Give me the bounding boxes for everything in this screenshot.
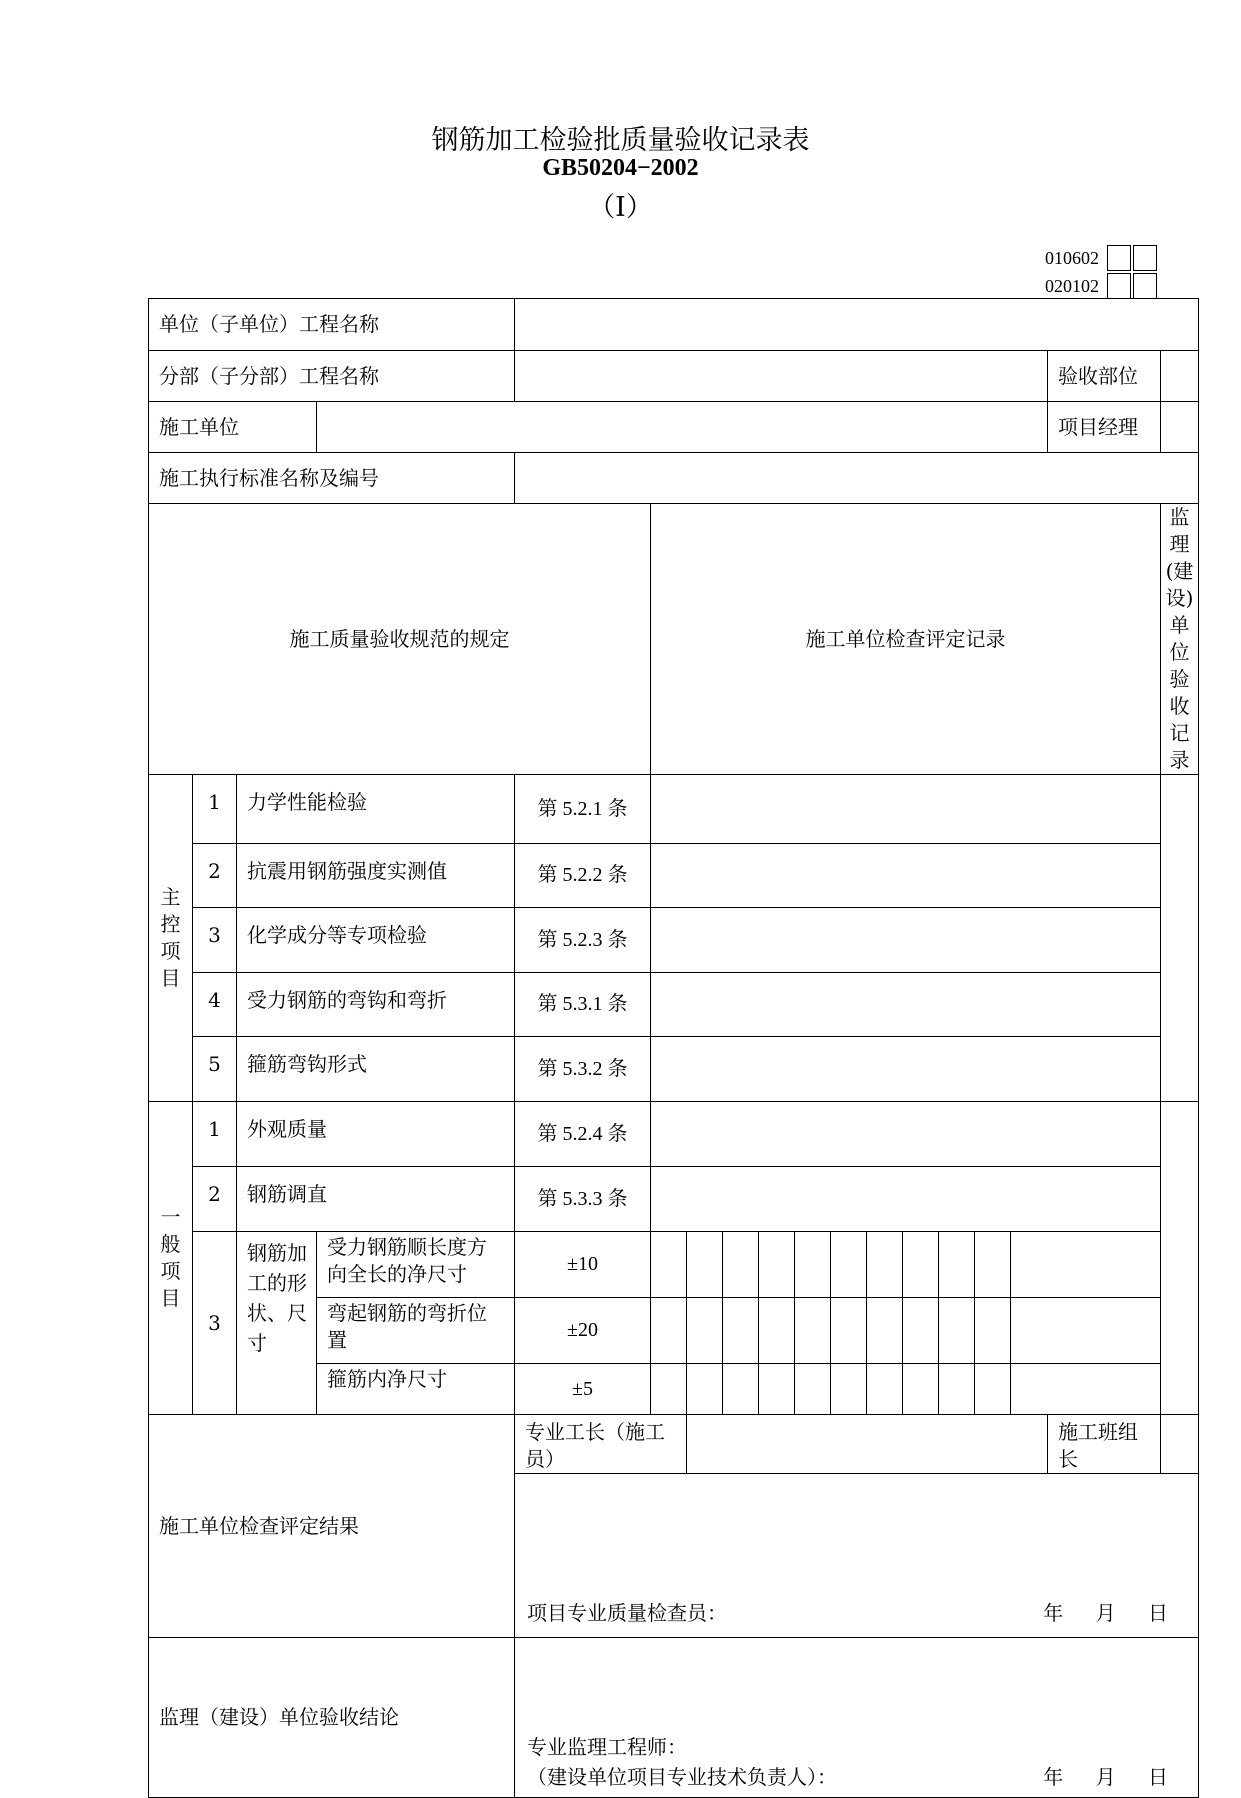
item-name: 化学成分等专项检验 <box>237 908 515 973</box>
measure-cell[interactable] <box>903 1232 939 1298</box>
measure-cell[interactable] <box>867 1232 903 1298</box>
measure-cell[interactable] <box>1011 1232 1161 1298</box>
item-record[interactable] <box>651 908 1161 973</box>
item-clause: 第 5.2.3 条 <box>515 908 651 973</box>
contractor-result-sign-area[interactable] <box>515 1474 1199 1638</box>
item-number: 1 <box>193 1102 237 1167</box>
project-manager-value[interactable] <box>1161 402 1199 453</box>
item-name: 力学性能检验 <box>237 775 515 844</box>
item-number: 2 <box>193 844 237 908</box>
item-clause: 第 5.3.1 条 <box>515 973 651 1037</box>
code-box[interactable] <box>1107 273 1131 299</box>
measure-cell[interactable] <box>651 1232 687 1298</box>
item-number: 4 <box>193 973 237 1037</box>
general-supervisor-record[interactable] <box>1161 1102 1199 1415</box>
measure-cell[interactable] <box>687 1298 723 1364</box>
code-box[interactable] <box>1107 245 1131 271</box>
measure-cell[interactable] <box>759 1298 795 1364</box>
team-leader-value[interactable] <box>1161 1415 1199 1474</box>
measure-cell[interactable] <box>975 1364 1011 1415</box>
project-manager-label: 项目经理 <box>1048 402 1161 453</box>
measure-cell[interactable] <box>939 1232 975 1298</box>
item-clause: 第 5.2.1 条 <box>515 775 651 844</box>
measure-cell[interactable] <box>831 1232 867 1298</box>
inspection-table <box>148 298 1199 1798</box>
item-record[interactable] <box>651 1102 1161 1167</box>
measure-cell[interactable] <box>939 1364 975 1415</box>
measure-cell[interactable] <box>795 1232 831 1298</box>
measure-cell[interactable] <box>903 1298 939 1364</box>
date-text: 年 月 日 <box>1043 1601 1168 1625</box>
main-supervisor-record[interactable] <box>1161 775 1199 1102</box>
form-title: 钢筋加工检验批质量验收记录表 <box>431 125 810 156</box>
item-record[interactable] <box>651 973 1161 1037</box>
date-text: 年 月 日 <box>1043 1765 1168 1789</box>
item-record[interactable] <box>651 1037 1161 1102</box>
item-record[interactable] <box>651 775 1161 844</box>
spec-header: 施工质量验收规范的规定 <box>149 504 651 775</box>
item-clause: 第 5.2.2 条 <box>515 844 651 908</box>
measure-cell[interactable] <box>795 1364 831 1415</box>
tolerance-item-name: 弯起钢筋的弯折位置 <box>317 1298 515 1364</box>
part-number: （Ⅰ） <box>588 192 653 223</box>
measure-cell[interactable] <box>723 1298 759 1364</box>
measure-cell[interactable] <box>1011 1364 1161 1415</box>
main-control-label: 主控项目 <box>149 775 193 1102</box>
qc-inspector-label: 项目专业质量检查员： <box>527 1601 727 1625</box>
measure-cell[interactable] <box>975 1298 1011 1364</box>
measure-cell[interactable] <box>795 1298 831 1364</box>
item-record[interactable] <box>651 1167 1161 1232</box>
tolerance-value: ±20 <box>515 1298 651 1364</box>
tolerance-value: ±5 <box>515 1364 651 1415</box>
measure-cell[interactable] <box>687 1364 723 1415</box>
item-record[interactable] <box>651 844 1161 908</box>
measure-cell[interactable] <box>867 1298 903 1364</box>
item-name: 外观质量 <box>237 1102 515 1167</box>
measure-cell[interactable] <box>939 1298 975 1364</box>
supervisor-record-header: 监理(建设)单位验收记录 <box>1161 504 1199 775</box>
acceptance-part-label: 验收部位 <box>1048 351 1161 402</box>
general-label: 一般项目 <box>149 1102 193 1415</box>
sub-project-value[interactable] <box>515 351 1048 402</box>
acceptance-part-value[interactable] <box>1161 351 1199 402</box>
standard-label: 施工执行标准名称及编号 <box>149 453 515 504</box>
code-row <box>1045 272 1157 300</box>
measure-cell[interactable] <box>687 1232 723 1298</box>
contractor-label: 施工单位 <box>149 402 317 453</box>
contractor-result-label: 施工单位检查评定结果 <box>149 1415 515 1638</box>
measure-cell[interactable] <box>831 1298 867 1364</box>
measure-cell[interactable] <box>651 1364 687 1415</box>
tolerance-item-name: 受力钢筋顺长度方向全长的净尺寸 <box>317 1232 515 1298</box>
supervisor-conclusion-label: 监理（建设）单位验收结论 <box>149 1638 515 1798</box>
tolerance-item-name: 箍筋内净尺寸 <box>317 1364 515 1415</box>
item-name: 钢筋调直 <box>237 1167 515 1232</box>
item-clause: 第 5.3.3 条 <box>515 1167 651 1232</box>
measure-cell[interactable] <box>975 1232 1011 1298</box>
item-number: 2 <box>193 1167 237 1232</box>
tolerance-value: ±10 <box>515 1232 651 1298</box>
measure-cell[interactable] <box>831 1364 867 1415</box>
standard-code: GB50204−2002 <box>542 155 699 181</box>
unit-project-label: 单位（子单位）工程名称 <box>149 299 515 351</box>
measure-cell[interactable] <box>1011 1298 1161 1364</box>
code-row <box>1045 244 1157 272</box>
contractor-value[interactable] <box>317 402 1048 453</box>
measure-cell[interactable] <box>723 1364 759 1415</box>
item-number: 3 <box>193 1232 237 1415</box>
team-leader-label: 施工班组长 <box>1048 1415 1161 1474</box>
measure-cell[interactable] <box>867 1364 903 1415</box>
unit-project-value[interactable] <box>515 299 1199 351</box>
code-box[interactable] <box>1133 245 1157 271</box>
code-number: 020102 <box>1045 275 1099 296</box>
measure-cell[interactable] <box>759 1364 795 1415</box>
supervisor-engineer-label: 专业监理工程师： <box>527 1735 687 1759</box>
code-number: 010602 <box>1045 247 1099 268</box>
item-clause: 第 5.3.2 条 <box>515 1037 651 1102</box>
standard-value[interactable] <box>515 453 1199 504</box>
item-number: 1 <box>193 775 237 844</box>
code-block <box>1045 244 1157 300</box>
item-clause: 第 5.2.4 条 <box>515 1102 651 1167</box>
item-number: 3 <box>193 908 237 973</box>
owner-tech-label: （建设单位项目专业技术负责人）： <box>527 1765 837 1789</box>
measure-cell[interactable] <box>903 1364 939 1415</box>
foreman-label: 专业工长（施工员） <box>515 1415 687 1474</box>
foreman-value[interactable] <box>687 1415 1048 1474</box>
measure-cell[interactable] <box>759 1232 795 1298</box>
item-name: 箍筋弯钩形式 <box>237 1037 515 1102</box>
supervisor-conclusion-sign-area[interactable] <box>515 1638 1199 1798</box>
code-box[interactable] <box>1133 273 1157 299</box>
contractor-record-header: 施工单位检查评定记录 <box>651 504 1161 775</box>
item-number: 5 <box>193 1037 237 1102</box>
sub-project-label: 分部（子分部）工程名称 <box>149 351 515 402</box>
item3-group: 钢筋加工的形状、尺寸 <box>237 1232 317 1415</box>
item-name: 受力钢筋的弯钩和弯折 <box>237 973 515 1037</box>
item-name: 抗震用钢筋强度实测值 <box>237 844 515 908</box>
measure-cell[interactable] <box>723 1232 759 1298</box>
measure-cell[interactable] <box>651 1298 687 1364</box>
